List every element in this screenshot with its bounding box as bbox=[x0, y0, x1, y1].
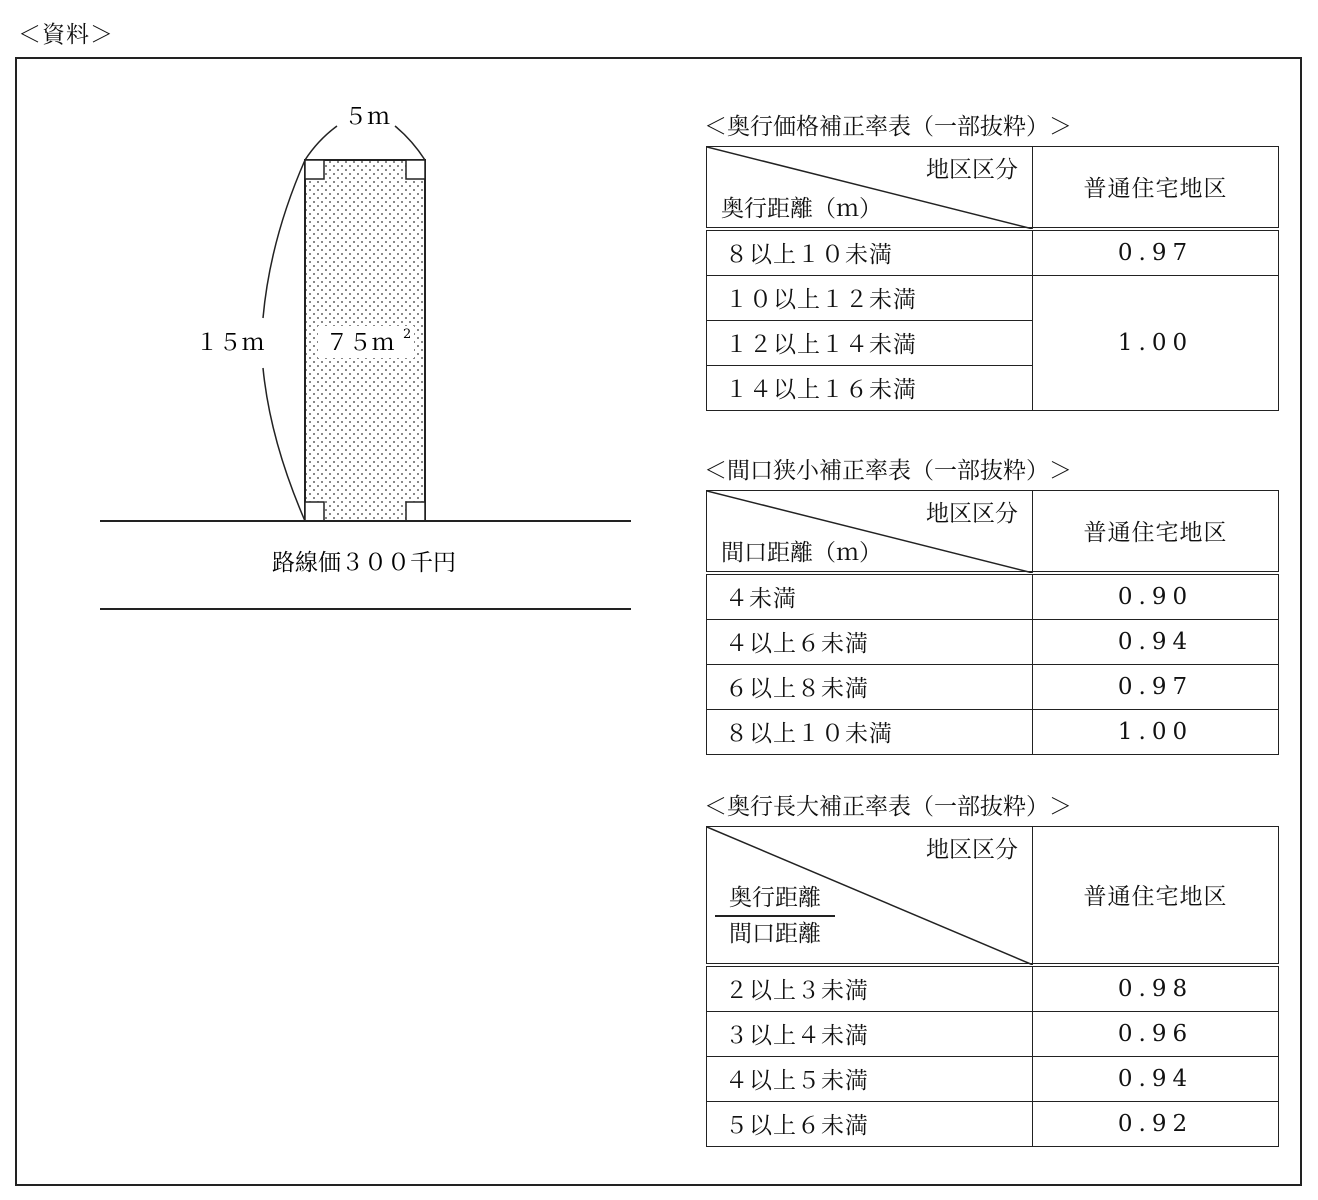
width-label: ５ｍ bbox=[344, 104, 390, 130]
header-district: 地区区分 bbox=[926, 157, 1018, 183]
table-row: ４以上６未満 0.94 bbox=[707, 619, 1279, 664]
table-row: ２以上３未満 0.98 bbox=[707, 965, 1279, 1012]
table-frontage bbox=[706, 490, 1279, 755]
header-diagonal-cell bbox=[707, 147, 1033, 229]
table-row: ８以上１０未満 1.00 bbox=[707, 709, 1279, 754]
table-depth-length bbox=[706, 826, 1279, 1147]
table-row: ６以上８未満 0.97 bbox=[707, 664, 1279, 709]
depth-label: １５ｍ bbox=[195, 330, 265, 356]
table-row: ４以上５未満 0.94 bbox=[707, 1056, 1279, 1101]
fraction-numerator: 奥行距離 bbox=[715, 881, 835, 917]
depth-dimension-line bbox=[263, 160, 305, 318]
width-dimension-line bbox=[305, 126, 337, 160]
table-row: １２以上１４未満 bbox=[707, 320, 1279, 365]
table-title-depth-length: ＜奥行長大補正率表（一部抜粋）＞ bbox=[704, 794, 1072, 820]
road-price-label: 路線価３００千円 bbox=[272, 550, 456, 576]
table-row: １０以上１２未満 1.00 bbox=[707, 275, 1279, 320]
header-residential: 普通住宅地区 bbox=[1033, 827, 1279, 965]
table-row: ３以上４未満 0.96 bbox=[707, 1011, 1279, 1056]
header-frontage: 間口距離（ｍ） bbox=[721, 539, 882, 566]
header-diagonal-cell bbox=[707, 491, 1033, 573]
header-ratio-fraction bbox=[715, 881, 835, 951]
header-residential: 普通住宅地区 bbox=[1033, 491, 1279, 573]
header-depth: 奥行距離（ｍ） bbox=[721, 195, 882, 222]
table-depth-price bbox=[706, 146, 1279, 411]
table-row: １４以上１６未満 bbox=[707, 365, 1279, 410]
table-title-frontage: ＜間口狭小補正率表（一部抜粋）＞ bbox=[704, 458, 1072, 484]
land-diagram bbox=[0, 0, 700, 640]
header-district: 地区区分 bbox=[926, 501, 1018, 527]
area-superscript: 2 bbox=[403, 327, 412, 342]
table-row: ８以上１０未満 0.97 bbox=[707, 229, 1279, 276]
header-diagonal-cell bbox=[707, 827, 1033, 965]
page-label: ＜資料＞ bbox=[18, 22, 114, 48]
header-district: 地区区分 bbox=[926, 837, 1018, 863]
area-label: ７５ｍ bbox=[325, 330, 395, 356]
fraction-denominator: 間口距離 bbox=[729, 921, 821, 947]
table-title-depth-price: ＜奥行価格補正率表（一部抜粋）＞ bbox=[704, 114, 1072, 140]
table-row: ５以上６未満 0.92 bbox=[707, 1101, 1279, 1146]
header-residential: 普通住宅地区 bbox=[1033, 147, 1279, 229]
table-row: ４未満 0.90 bbox=[707, 573, 1279, 620]
